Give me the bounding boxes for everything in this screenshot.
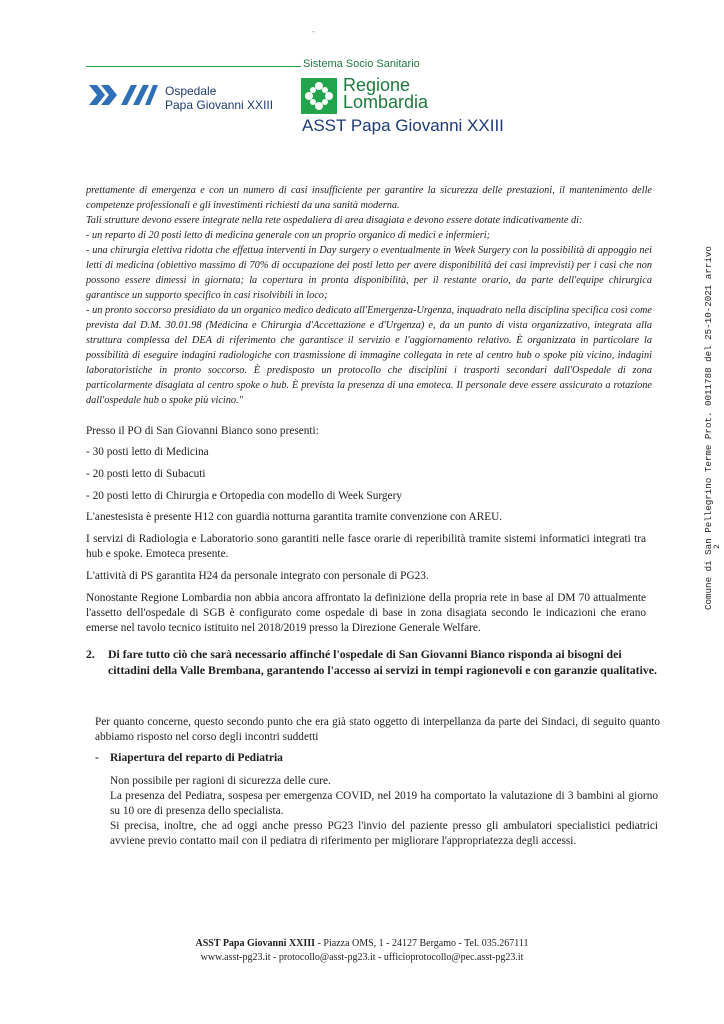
page-number: 2 [713,544,722,549]
quote-paragraph: - un pronto soccorso presidiato da un organico medico dedicato all'Emergenza-Urgenza, inquadrato nella disciplina specifica così come prevista dal D.M. 30.01.98 (Medicina e Chirurgia d'Accettazione e d'Urgenza) e, da un punto di vista organizzativo, integrata alla struttura complessa del DEA di riferimento che garantisce il servizio e l'aggiornamento relativo. È organizzata in particolare la possibilità di eseguire indagini radiologiche con trasmissione di immagine collegata in rete al centro hub o spoke più vicino, indagini laboratoristiche in pronto soccorso. È predisposto un protocollo che disciplini i trasporti secondari dall'Ospedale di zona particolarmente disagiata al centro spoke o hub. È prevista la presenza di una emoteca. Il personale deve essere assicurato a rotazione dall'ospedale hub o spoke più vicino." [86,305,652,406]
scan-mark: - [312,26,315,36]
bullet-title: Riapertura del reparto di Pediatria [110,752,283,764]
hospital-name [165,84,273,112]
regione-lombardia-name [343,77,428,111]
protocol-stamp-text: Comune di San Pellegrino Terme Prot. 0011788 del 25-10-2021 arrivo [703,246,714,610]
regione-paragraph: Nonostante Regione Lombardia non abbia ancora affrontato la definizione della propria rete in base al DM 70 attualmente l'assetto dell'ospedale di SGB è configurato come ospedale di base in zona disagiata secondo le indicazioni che erano emerse nel tavolo tecnico istituito nel 2018/2019 presso la Direzione Generale Welfare. [86,592,646,634]
pediatria-paragraph: La presenza del Pediatra, sospesa per emergenza COVID, nel 2019 ha comportato la valutazione di 3 bambini al giorno su 10 ore di presenza dello specialista. [110,790,658,817]
quote-paragraph: prettamente di emergenza e con un numero di casi insufficiente per garantire la sicurezza delle prestazioni, il mantenimento delle competenze professionali e gli investimenti richiesti da una sanità moderna. [86,185,652,211]
quote-paragraph: - un reparto di 20 posti letto di medicina generale con un proprio organico di medici e infermieri; [86,230,491,241]
list-item: - 30 posti letto di Medicina [86,446,209,458]
section-heading-2 [86,646,664,678]
ps-paragraph: L'attività di PS garantita H24 da personale integrato con personale di PG23. [86,570,429,582]
anestesista-paragraph: L'anestesista è presente H12 con guardia notturna garantita tramite convenzione con AREU. [86,511,503,523]
regione-lombardia-logo-icon [301,78,337,114]
header-rule [86,66,301,67]
rl-name-line2: Lombardia [343,92,429,112]
pediatria-paragraph: Si precisa, inoltre, che ad oggi anche presso PG23 l'invio del paziente presso gli ambulatori specialistici pediatrici avviene previo contatto mail con il pediatra di riferimento per migliorare l'appropriatezza degli accessi. [110,820,658,847]
quoted-text [86,183,652,408]
footer-org: ASST Papa Giovanni XXIII [195,938,316,949]
hospital-name-line1: Ospedale [165,84,217,98]
rl-name-line1: Regione [343,75,411,95]
quote-paragraph: Tali strutture devono essere integrate nella rete ospedaliera di area disagiata e devono essere dotate indicativamente di: [86,215,583,226]
list-item: - 20 posti letto di Chirurgia e Ortopedia con modello di Week Surgery [86,490,402,502]
footer-address [0,938,724,949]
concerne-paragraph: Per quanto concerne, questo secondo punto che era già stato oggetto di interpellanza da parte dei Sindaci, di seguito quanto abbiamo risposto nel corso degli incontri suddetti [95,716,660,743]
protocol-stamp [698,246,714,610]
hospital-name-line2: Papa Giovanni XXIII [165,98,274,112]
section-number: 2. [86,647,95,661]
page-number-stamp [706,519,720,549]
bullet-dash: - [95,752,99,764]
footer-address-rest: - Piazza OMS, 1 - 24127 Bergamo - Tel. 035.267111 [315,938,529,949]
list-item: - 20 posti letto di Subacuti [86,468,206,480]
pediatria-text [110,774,658,849]
servizi-paragraph: I servizi di Radiologia e Laboratorio sono garantiti nelle fasce orarie di reperibilità tramite sistemi informatici integrati tra hub e spoke. Emoteca presente. [86,533,646,560]
section-heading-text: Di fare tutto ciò che sarà necessario affinché l'ospedale di San Giovanni Bianco risponda ai bisogni dei cittadini della Valle Brembana, garantendo l'accesso ai servizi in tempi ragionevoli e con garanzie qualitative. [108,647,657,677]
quote-paragraph: - una chirurgia elettiva ridotta che effettua interventi in Day surgery o eventualmente in Week Surgery con la possibilità di appoggio nei letti di medicina (obiettivo massimo di 70% di occupazione dei posti letto per avere disponibilità dei casi imprevisti) per i casi che non possono essere dimessi in giornata; la copertura in pronta disponibilità, per il restante orario, da parte dell'equipe chirurgica garantisce un supporto specifico in casi risolvibili in loco; [86,245,652,301]
pediatria-paragraph: Non possibile per ragioni di sicurezza delle cure. [110,775,331,787]
papa-giovanni-logo-icon [87,83,159,107]
intro-paragraph: Presso il PO di San Giovanni Bianco sono presenti: [86,425,319,437]
sistema-socio-sanitario: Sistema Socio Sanitario [303,58,420,70]
footer-contacts: www.asst-pg23.it - protocollo@asst-pg23.it - ufficioprotocollo@pec.asst-pg23.it [200,952,524,963]
asst-name: ASST Papa Giovanni XXIII [302,116,504,135]
